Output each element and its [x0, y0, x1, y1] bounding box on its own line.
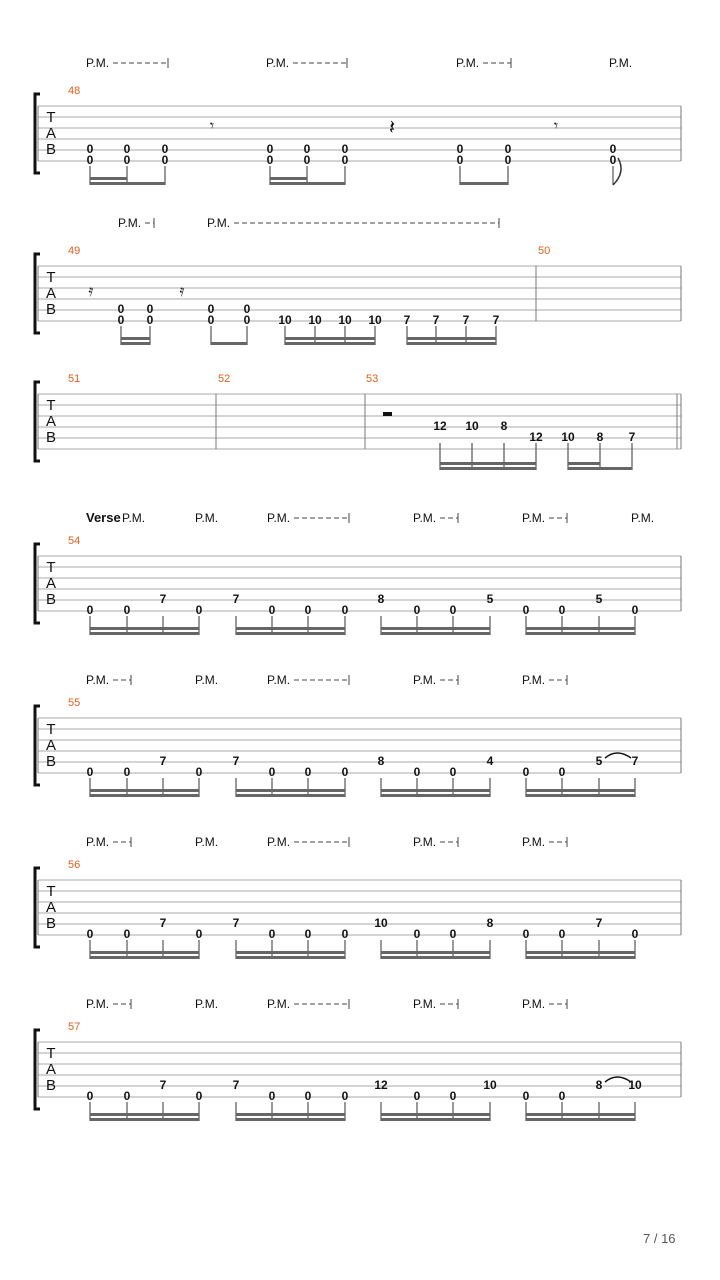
note-beam-secondary [381, 627, 490, 630]
note-beam [121, 342, 150, 345]
palm-mute-label: P.M. [522, 997, 546, 1011]
tab-clef-b: B [45, 753, 57, 770]
tab-fret-number: 0 [86, 1089, 94, 1103]
note-beam [526, 632, 635, 635]
note-beam-secondary [90, 1113, 199, 1116]
tab-fret-number: 0 [268, 1089, 276, 1103]
tab-fret-number: 0 [86, 765, 94, 779]
tab-fret-number: 0 [558, 1089, 566, 1103]
tab-clef-t: T [46, 883, 56, 900]
measure-number: 49 [68, 245, 81, 257]
note-beam-secondary [236, 627, 345, 630]
tab-fret-number: 10 [278, 313, 292, 327]
note-beam-secondary [90, 177, 127, 180]
quarter-rest: 𝄽 [388, 117, 396, 139]
tab-fret-number: 7 [462, 313, 470, 327]
tab-fret-number: 0 [449, 1089, 457, 1103]
tab-fret-number: 0 [146, 302, 154, 316]
tab-fret-number: 0 [522, 1089, 530, 1103]
tab-fret-number: 8 [377, 754, 385, 768]
slur-tie [605, 1077, 631, 1082]
tab-clef-a: A [45, 285, 57, 302]
palm-mute-label: P.M. [207, 216, 231, 230]
note-beam [90, 794, 199, 797]
note-beam [211, 342, 247, 345]
tab-fret-number: 0 [341, 765, 349, 779]
tab-clef-b: B [45, 591, 57, 608]
tab-fret-number: 0 [558, 765, 566, 779]
tab-fret-number: 0 [195, 927, 203, 941]
tab-clef-b: B [45, 141, 57, 158]
tab-fret-number: 0 [522, 927, 530, 941]
palm-mute-label: P.M. [522, 835, 546, 849]
note-beam [440, 467, 536, 470]
palm-mute-label: P.M. [195, 673, 219, 687]
tab-fret-number: 10 [368, 313, 382, 327]
palm-mute-label: P.M. [522, 673, 546, 687]
tab-fret-number: 7 [159, 754, 167, 768]
tab-fret-number: 0 [266, 142, 274, 156]
tab-fret-number: 7 [631, 754, 639, 768]
tab-fret-number: 0 [341, 1089, 349, 1103]
note-beam-secondary [568, 462, 600, 465]
tab-fret-number: 8 [500, 419, 508, 433]
note-beam-secondary [381, 951, 490, 954]
note-beam [460, 182, 508, 185]
note-beam [526, 1118, 635, 1121]
note-beam [236, 794, 345, 797]
palm-mute-label: P.M. [413, 835, 437, 849]
tab-fret-number: 0 [195, 1089, 203, 1103]
tab-fret-number: 0 [522, 603, 530, 617]
tab-fret-number: 0 [161, 153, 169, 167]
palm-mute-label: P.M. [86, 673, 110, 687]
tab-fret-number: 0 [504, 153, 512, 167]
palm-mute-label: P.M. [86, 997, 110, 1011]
tab-fret-number: 0 [304, 1089, 312, 1103]
note-beam-secondary [285, 337, 375, 340]
tab-fret-number: 8 [596, 430, 604, 444]
palm-mute-label: P.M. [413, 673, 437, 687]
tab-fret-number: 10 [465, 419, 479, 433]
tab-fret-number: 0 [341, 927, 349, 941]
palm-mute-label: P.M. [413, 511, 437, 525]
tab-fret-number: 0 [207, 302, 215, 316]
tab-fret-number: 0 [117, 313, 125, 327]
palm-mute-label: P.M. [118, 216, 142, 230]
note-beam-secondary [526, 627, 635, 630]
note-beam [407, 342, 496, 345]
tab-clef-t: T [46, 559, 56, 576]
tab-fret-number: 8 [595, 1078, 603, 1092]
tab-clef-a: A [45, 413, 57, 430]
palm-mute-label: P.M. [413, 997, 437, 1011]
note-beam [526, 794, 635, 797]
tab-fret-number: 0 [161, 142, 169, 156]
tab-fret-number: 10 [628, 1078, 642, 1092]
tab-fret-number: 0 [268, 765, 276, 779]
tab-fret-number: 8 [377, 592, 385, 606]
tab-fret-number: 0 [413, 603, 421, 617]
note-beam [90, 182, 165, 185]
tab-fret-number: 7 [232, 1078, 240, 1092]
tab-fret-number: 0 [243, 313, 251, 327]
tab-fret-number: 0 [449, 765, 457, 779]
tab-fret-number: 10 [561, 430, 575, 444]
note-beam-secondary [90, 951, 199, 954]
tab-fret-number: 5 [595, 592, 603, 606]
note-beam [568, 467, 632, 470]
tab-fret-number: 0 [207, 313, 215, 327]
tab-clef-b: B [45, 301, 57, 318]
note-beam [381, 1118, 490, 1121]
tab-clef-b: B [45, 915, 57, 932]
tab-fret-number: 0 [304, 765, 312, 779]
eighth-rest: 𝄾 [209, 118, 215, 135]
note-beam [381, 632, 490, 635]
tab-fret-number: 0 [195, 765, 203, 779]
note-beam-secondary [407, 337, 496, 340]
measure-number: 51 [68, 373, 81, 385]
tab-clef-a: A [45, 1061, 57, 1078]
note-beam [381, 794, 490, 797]
note-beam-secondary [381, 789, 490, 792]
measure-number: 57 [68, 1021, 81, 1033]
tab-fret-number: 12 [374, 1078, 388, 1092]
palm-mute-label: P.M. [609, 56, 633, 70]
tab-clef-t: T [46, 1045, 56, 1062]
measure-number: 52 [218, 373, 231, 385]
tab-fret-number: 7 [403, 313, 411, 327]
tab-fret-number: 7 [432, 313, 440, 327]
tab-fret-number: 0 [303, 142, 311, 156]
note-beam-secondary [381, 1113, 490, 1116]
tab-fret-number: 0 [449, 927, 457, 941]
tab-fret-number: 0 [117, 302, 125, 316]
palm-mute-label: P.M. [631, 511, 655, 525]
tab-fret-number: 0 [268, 927, 276, 941]
tab-fret-number: 0 [341, 153, 349, 167]
note-beam-secondary [526, 951, 635, 954]
note-beam [526, 956, 635, 959]
tab-fret-number: 0 [413, 765, 421, 779]
tab-fret-number: 0 [341, 603, 349, 617]
tab-fret-number: 7 [159, 916, 167, 930]
measure-number: 55 [68, 697, 81, 709]
half-rest [383, 412, 392, 416]
note-beam [90, 1118, 199, 1121]
note-beam [90, 956, 199, 959]
tab-fret-number: 0 [195, 603, 203, 617]
note-beam [270, 182, 345, 185]
tab-fret-number: 7 [232, 916, 240, 930]
tab-fret-number: 0 [123, 142, 131, 156]
tab-clef-b: B [45, 1077, 57, 1094]
note-beam [285, 342, 375, 345]
tab-fret-number: 0 [123, 927, 131, 941]
tab-fret-number: 0 [609, 153, 617, 167]
tab-fret-number: 0 [86, 153, 94, 167]
tab-fret-number: 10 [338, 313, 352, 327]
note-beam-secondary [526, 1113, 635, 1116]
tab-fret-number: 0 [268, 603, 276, 617]
tab-fret-number: 7 [232, 754, 240, 768]
note-beam [90, 632, 199, 635]
tab-fret-number: 0 [304, 927, 312, 941]
tab-clef-b: B [45, 429, 57, 446]
note-beam [236, 1118, 345, 1121]
tab-fret-number: 12 [529, 430, 543, 444]
tab-fret-number: 5 [595, 754, 603, 768]
tab-fret-number: 0 [266, 153, 274, 167]
note-beam [236, 956, 345, 959]
tab-fret-number: 0 [341, 142, 349, 156]
tab-fret-number: 7 [159, 592, 167, 606]
tab-fret-number: 0 [449, 603, 457, 617]
tab-fret-number: 0 [123, 765, 131, 779]
palm-mute-label: P.M. [267, 835, 291, 849]
tab-clef-a: A [45, 125, 57, 142]
measure-number: 48 [68, 85, 81, 97]
measure-number: 53 [366, 373, 379, 385]
tab-fret-number: 7 [595, 916, 603, 930]
note-beam-secondary [236, 789, 345, 792]
eighth-rest: 𝄾 [553, 118, 559, 135]
tab-fret-number: 0 [86, 142, 94, 156]
palm-mute-label: P.M. [267, 673, 291, 687]
tab-fret-number: 12 [433, 419, 447, 433]
tab-clef-a: A [45, 899, 57, 916]
tab-fret-number: 0 [558, 927, 566, 941]
tab-fret-number: 7 [628, 430, 636, 444]
note-beam [381, 956, 490, 959]
measure-number: 50 [538, 245, 551, 257]
note-beam [236, 632, 345, 635]
tab-fret-number: 0 [558, 603, 566, 617]
palm-mute-label: P.M. [195, 997, 219, 1011]
slur-tie [605, 753, 631, 758]
tab-fret-number: 0 [631, 927, 639, 941]
tab-fret-number: 4 [486, 754, 494, 768]
note-beam-secondary [526, 789, 635, 792]
note-beam-secondary [90, 627, 199, 630]
palm-mute-label: P.M. [195, 511, 219, 525]
palm-mute-label: P.M. [267, 997, 291, 1011]
tab-fret-number: 0 [86, 603, 94, 617]
tab-fret-number: 0 [243, 302, 251, 316]
note-beam-secondary [90, 789, 199, 792]
tab-fret-number: 10 [308, 313, 322, 327]
palm-mute-label: P.M. [195, 835, 219, 849]
tab-fret-number: 0 [123, 153, 131, 167]
note-beam-secondary [236, 951, 345, 954]
note-beam-secondary [236, 1113, 345, 1116]
palm-mute-label: P.M. [267, 511, 291, 525]
measure-number: 56 [68, 859, 81, 871]
palm-mute-label: P.M. [266, 56, 290, 70]
tab-fret-number: 0 [123, 1089, 131, 1103]
tab-clef-t: T [46, 397, 56, 414]
tab-clef-t: T [46, 721, 56, 738]
tab-clef-t: T [46, 109, 56, 126]
tab-fret-number: 7 [159, 1078, 167, 1092]
tab-clef-a: A [45, 575, 57, 592]
tab-fret-number: 0 [504, 142, 512, 156]
note-beam-secondary [440, 462, 536, 465]
tab-fret-number: 0 [413, 1089, 421, 1103]
tab-fret-number: 0 [86, 927, 94, 941]
tab-fret-number: 0 [123, 603, 131, 617]
tab-fret-number: 0 [456, 142, 464, 156]
tab-fret-number: 10 [483, 1078, 497, 1092]
tab-fret-number: 10 [374, 916, 388, 930]
palm-mute-label: P.M. [86, 56, 110, 70]
tab-fret-number: 0 [303, 153, 311, 167]
palm-mute-label: P.M. [522, 511, 546, 525]
tab-fret-number: 0 [609, 142, 617, 156]
tab-fret-number: 0 [631, 603, 639, 617]
tab-fret-number: 0 [522, 765, 530, 779]
tab-fret-number: 0 [456, 153, 464, 167]
sixteenth-rest: 𝄿 [88, 283, 94, 300]
tab-fret-number: 7 [232, 592, 240, 606]
tab-fret-number: 5 [486, 592, 494, 606]
note-beam-secondary [270, 177, 307, 180]
tab-clef-a: A [45, 737, 57, 754]
palm-mute-label: P.M. [456, 56, 480, 70]
tab-fret-number: 8 [486, 916, 494, 930]
measure-number: 54 [68, 535, 81, 547]
section-label: Verse [86, 510, 121, 525]
page-number: 7 / 16 [643, 1231, 676, 1246]
tab-fret-number: 7 [492, 313, 500, 327]
tab-fret-number: 0 [413, 927, 421, 941]
palm-mute-label: P.M. [122, 511, 146, 525]
tab-fret-number: 0 [146, 313, 154, 327]
sixteenth-rest: 𝄿 [179, 283, 185, 300]
palm-mute-label: P.M. [86, 835, 110, 849]
tab-fret-number: 0 [304, 603, 312, 617]
tab-clef-t: T [46, 269, 56, 286]
note-beam-secondary [121, 337, 150, 340]
